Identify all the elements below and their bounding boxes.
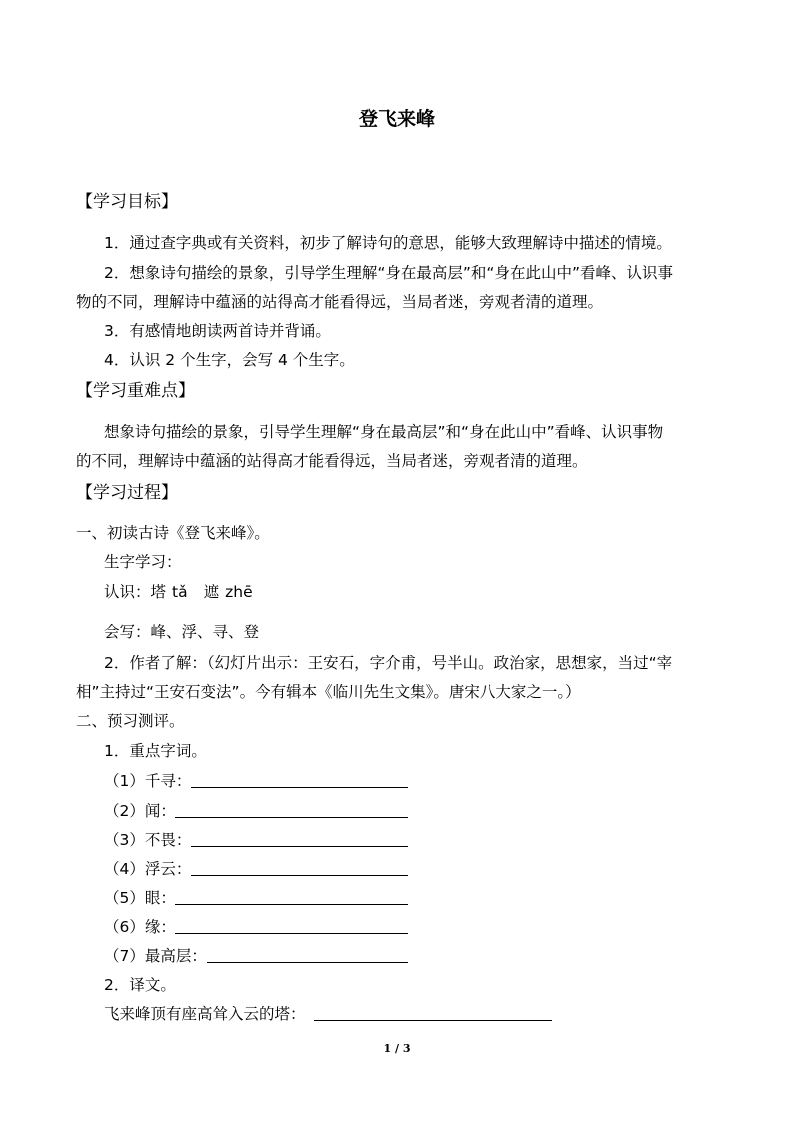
goal-item: 3．有感情地朗读两首诗并背诵。 [104,322,331,340]
pinyin-ta: tǎ [172,583,188,601]
blank-item-label: （4）浮云： [104,860,192,878]
page-number: 1 / 3 [383,1042,411,1055]
recognize-line [104,582,269,602]
goal-item: 1．通过查字典或有关资料，初步了解诗句的意思，能够大致理解诗中描述的情境。 [104,234,672,252]
section-heading-key-points: 【学习重难点】 [76,381,195,401]
write-chars-line: 会写：峰、浮、寻、登 [104,623,260,641]
answer-blank[interactable] [175,817,408,818]
char-ta: 塔 [150,583,167,601]
recognize-label: 认识： [104,583,151,601]
answer-blank[interactable] [191,875,408,876]
answer-blank[interactable] [191,787,408,788]
blank-item-label: （3）不畏： [104,831,192,849]
key-points-text: 想象诗句描绘的景象，引导学生理解“身在最高层”和“身在此山中”看峰、认识事物 [104,423,664,441]
goal-item-continued: 物的不同，理解诗中蕴涵的站得高才能看得远，当局者迷，旁观者清的道理。 [76,293,604,311]
answer-blank[interactable] [191,846,408,847]
section-heading-process: 【学习过程】 [76,483,178,503]
answer-blank[interactable] [175,904,408,905]
answer-blank[interactable] [175,933,408,934]
char-zhe: 遮 [203,583,220,601]
part-two-heading: 二、预习测评。 [76,712,185,730]
goal-item: 2．想象诗句描绘的景象，引导学生理解“身在最高层”和“身在此山中”看峰、认识事 [104,264,673,282]
pinyin-zhe: zhē [225,583,253,601]
section-heading-goals: 【学习目标】 [76,192,178,212]
translation-heading: 2．译文。 [104,976,176,994]
blank-item-label: （7）最高层： [104,947,207,965]
part-one-heading: 一、初读古诗《登飞来峰》。 [76,524,270,542]
goal-item: 4．认识 2 个生字，会写 4 个生字。 [104,351,355,369]
key-points-text-continued: 的不同，理解诗中蕴涵的站得高才能看得远，当局者迷，旁观者清的道理。 [76,452,588,470]
answer-blank[interactable] [314,1020,552,1021]
author-intro: 2．作者了解：（幻灯片出示：王安石，字介甫，号半山。政治家，思想家，当过“宰 [104,654,673,672]
blank-item-label: （1）千寻： [104,772,192,790]
page-title: 登飞来峰 [358,108,435,130]
keywords-heading: 1．重点字词。 [104,742,207,760]
answer-blank[interactable] [207,962,408,963]
new-words-label: 生字学习： [104,553,182,571]
blank-item-label: （2）闻： [104,802,176,820]
blank-item-label: （6）缘： [104,918,176,936]
translation-prompt: 飞来峰顶有座高耸入云的塔： [104,1005,306,1023]
author-intro-continued: 相”主持过“王安石变法”。今有辑本《临川先生文集》。唐宋八大家之一。） [76,683,581,701]
blank-item-label: （5）眼： [104,889,176,907]
